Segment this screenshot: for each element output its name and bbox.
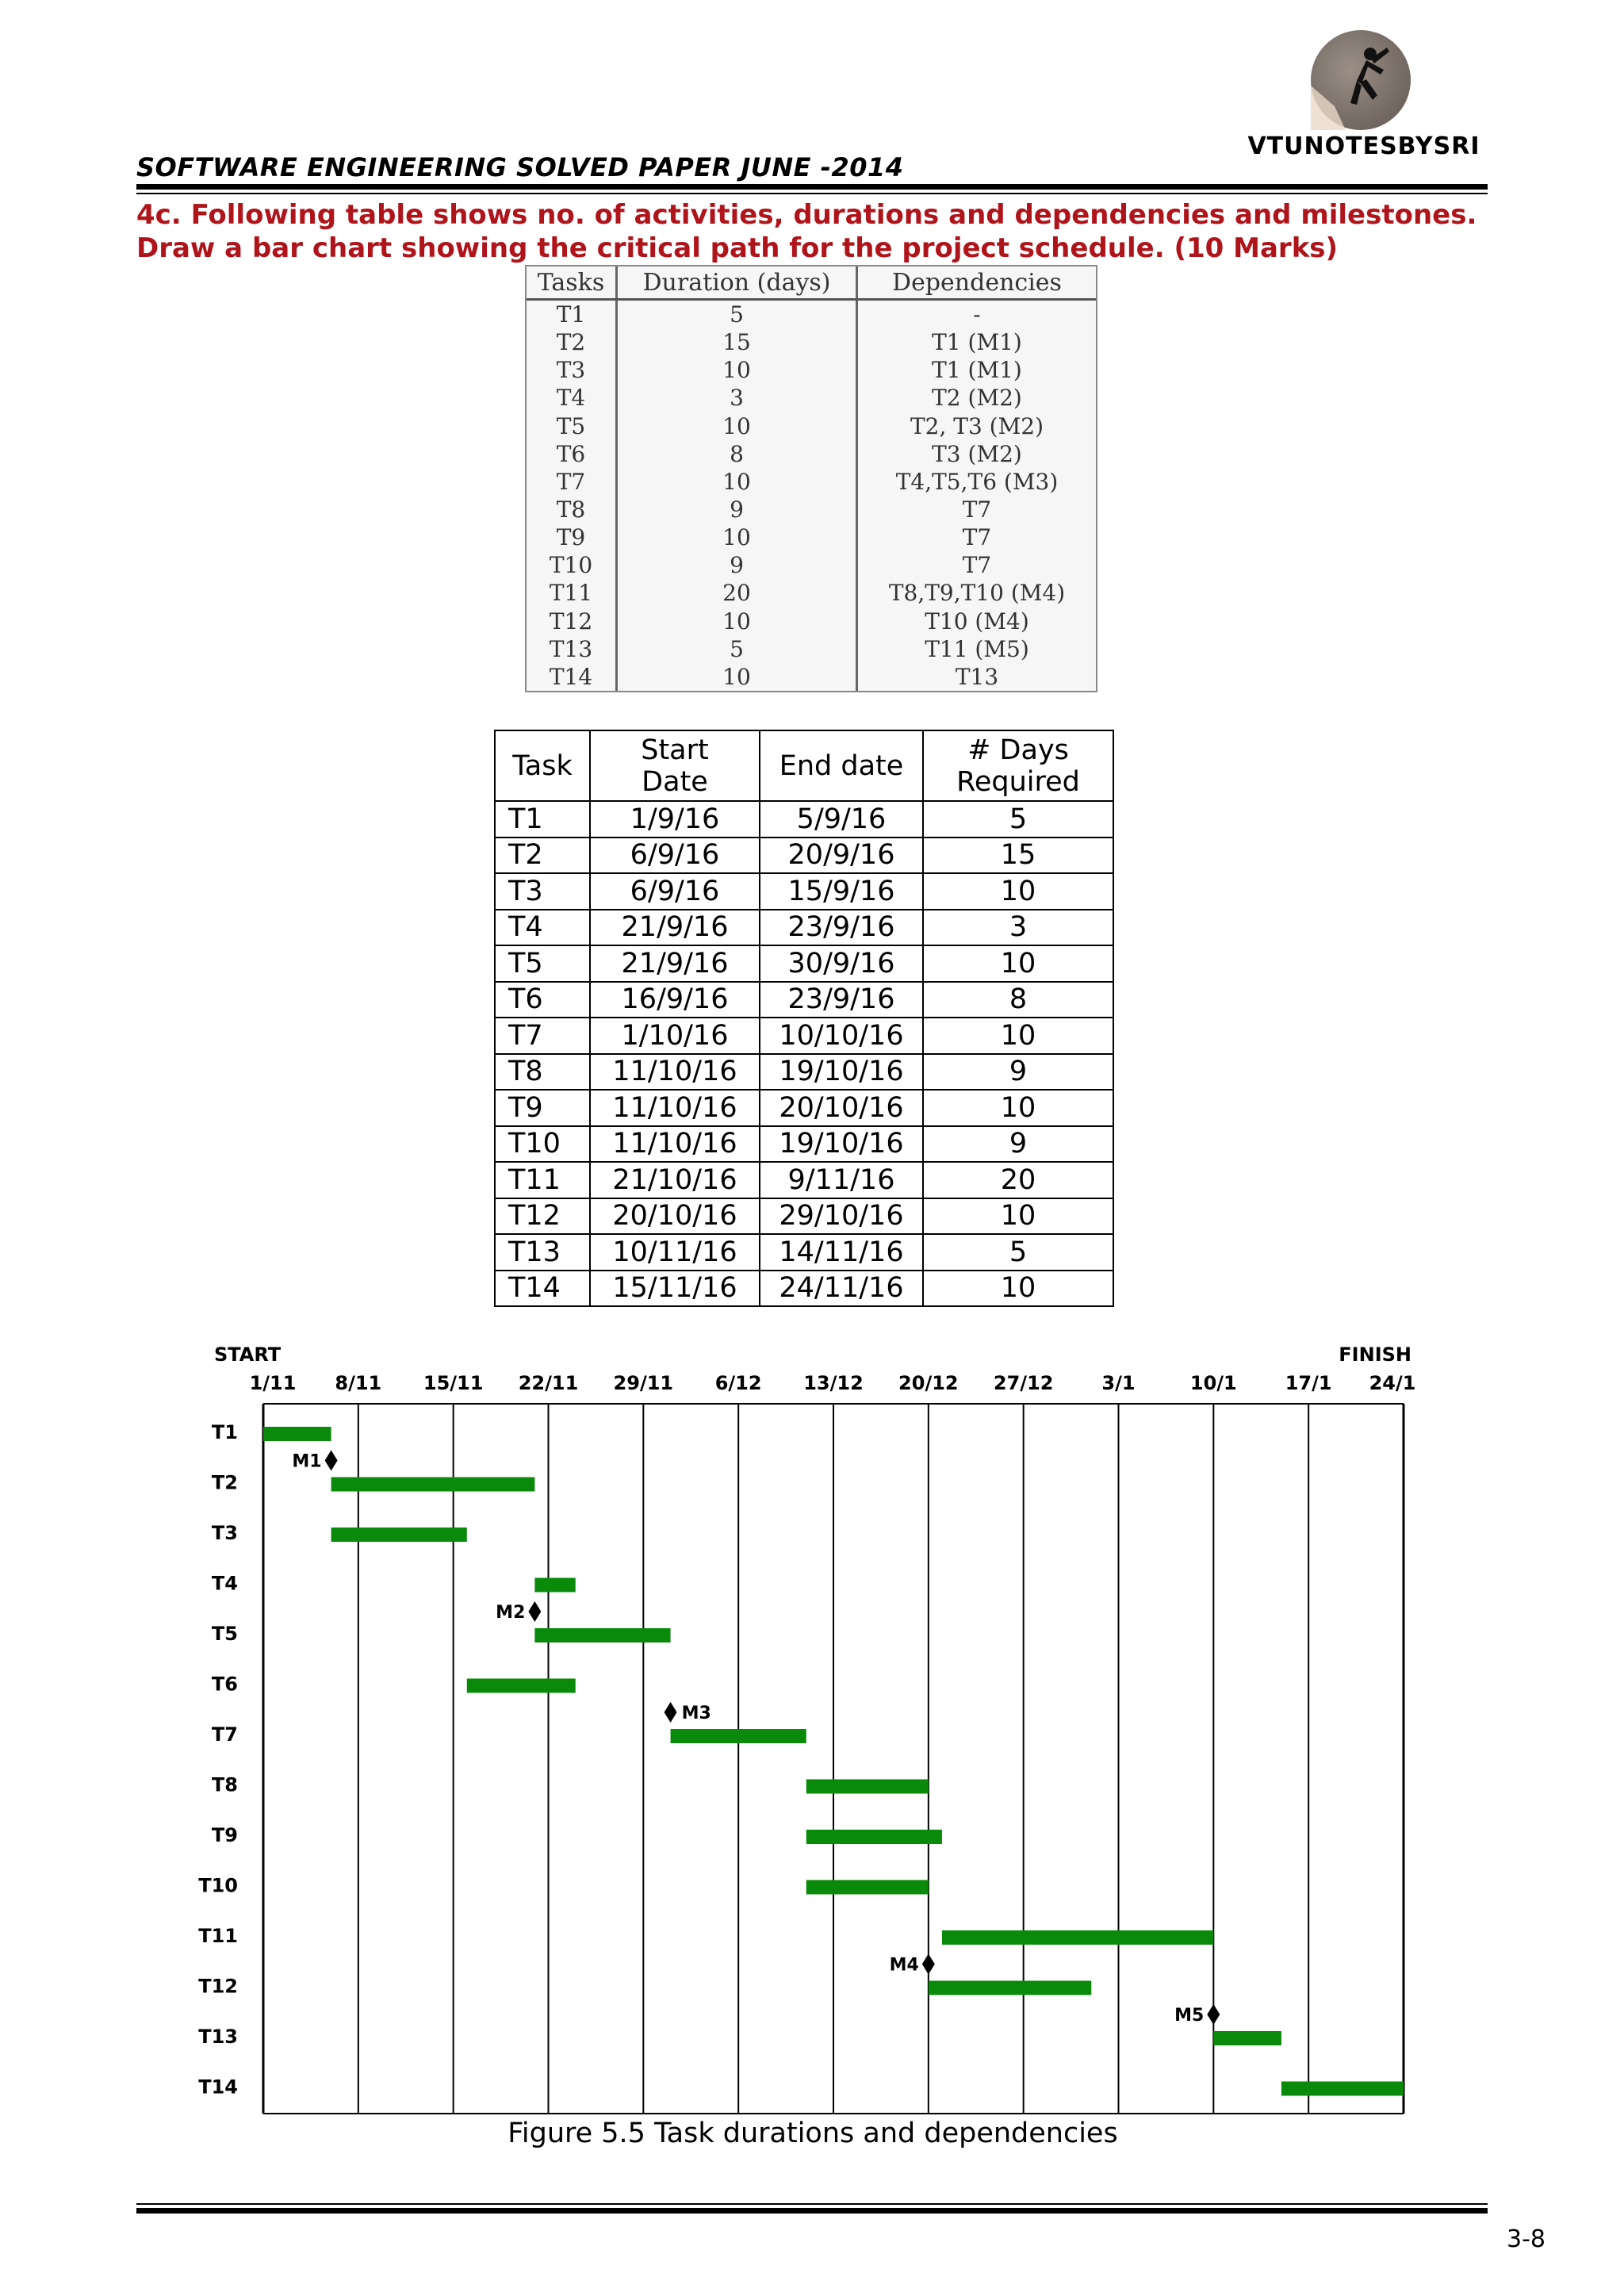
dependency-cell: T2 (M2): [932, 385, 1022, 412]
duration-cell: 3: [617, 384, 857, 412]
task-cell: T13: [527, 635, 617, 663]
task-cell: T7: [527, 468, 617, 496]
dependency-cell: T1 (M1): [932, 329, 1022, 356]
task-cell: T9: [495, 1090, 590, 1126]
duration-cell: 10: [617, 468, 857, 496]
question-line-1: 4c. Following table shows no. of activities, durations and dependencies and milestones.: [136, 199, 1477, 231]
days-cell: 3: [923, 910, 1113, 946]
task-cell: T8: [495, 1054, 590, 1091]
duration-cell: 9: [617, 496, 857, 523]
table-row: [527, 496, 1096, 523]
table-row: [527, 384, 1096, 412]
gantt-start-label: START: [214, 1343, 282, 1366]
table-row: [495, 910, 1113, 946]
question-text: [136, 198, 1500, 265]
days-cell: 10: [923, 945, 1113, 982]
gantt-task-label: T9: [211, 1824, 238, 1846]
dependency-cell: T13: [955, 663, 999, 690]
gantt-bar: [331, 1478, 535, 1492]
gantt-bar: [806, 1830, 942, 1844]
task-cell: T2: [495, 838, 590, 874]
task-cell: T10: [495, 1126, 590, 1163]
start-cell: 6/9/16: [590, 873, 760, 910]
task-cell: T7: [495, 1018, 590, 1054]
header-dependencies: Dependencies: [857, 266, 1097, 300]
dependency-cell: T1 (M1): [932, 357, 1022, 384]
gantt-task-label: T3: [211, 1522, 238, 1544]
header-days-required: [923, 730, 1113, 801]
task-cell: T8: [527, 496, 617, 523]
gantt-finish-label: FINISH: [1339, 1343, 1411, 1366]
task-cell: T12: [527, 608, 617, 635]
table-row: [495, 1234, 1113, 1271]
footer-divider: [136, 2208, 1488, 2214]
schedule-table: [494, 730, 1114, 1307]
climber-icon: [1311, 30, 1411, 130]
days-cell: 10: [923, 1198, 1113, 1235]
days-cell: 9: [923, 1126, 1113, 1163]
dependency-cell: T11 (M5): [925, 635, 1029, 662]
task-cell: T9: [527, 523, 617, 551]
table-row: [527, 608, 1096, 635]
schedule-table-header: [495, 730, 1113, 801]
days-cell: 10: [923, 1090, 1113, 1126]
end-cell: 29/10/16: [760, 1198, 923, 1235]
table-row: [495, 1018, 1113, 1054]
brand-name: VTUNOTESBYSRI: [1247, 132, 1480, 160]
gantt-bar: [534, 1578, 575, 1593]
gantt-bar: [534, 1628, 670, 1642]
page-number: 3-8: [1507, 2225, 1545, 2253]
start-cell: 11/10/16: [590, 1126, 760, 1163]
gantt-date-label: 8/11: [335, 1372, 382, 1394]
duration-cell: 10: [617, 356, 857, 384]
header-end-date: End date: [760, 730, 923, 801]
end-cell: 30/9/16: [760, 945, 923, 982]
table-row: [495, 1162, 1113, 1198]
gantt-date-label: 20/12: [898, 1372, 959, 1394]
days-cell: 5: [923, 1234, 1113, 1271]
duration-cell: 10: [617, 663, 857, 691]
gantt-task-label: T11: [198, 1925, 238, 1947]
gantt-bar: [263, 1427, 331, 1441]
duration-cell: 5: [617, 635, 857, 663]
gantt-task-label: T5: [211, 1623, 238, 1645]
header-divider-thin: [136, 193, 1488, 194]
start-cell: 11/10/16: [590, 1090, 760, 1126]
days-cell: 5: [923, 801, 1113, 838]
duration-cell: 10: [617, 412, 857, 440]
end-cell: 23/9/16: [760, 910, 923, 946]
task-cell: T5: [495, 945, 590, 982]
start-cell: 21/9/16: [590, 910, 760, 946]
task-cell: T6: [495, 982, 590, 1018]
gantt-bar: [671, 1729, 806, 1743]
gantt-date-label: 1/11: [249, 1372, 297, 1394]
milestone-diamond-icon: [665, 1702, 677, 1723]
task-cell: T11: [495, 1162, 590, 1198]
table-row: [495, 838, 1113, 874]
gantt-task-label: T4: [211, 1572, 238, 1595]
gantt-task-label: T14: [198, 2076, 238, 2099]
task-cell: T4: [527, 384, 617, 412]
end-cell: 19/10/16: [760, 1054, 923, 1091]
gantt-date-label: 3/1: [1101, 1372, 1136, 1394]
header-days-line-2: Required: [956, 765, 1080, 798]
dependency-cell: T2, T3 (M2): [910, 412, 1044, 439]
end-cell: 20/10/16: [760, 1090, 923, 1126]
task-cell: T3: [495, 873, 590, 910]
end-cell: 20/9/16: [760, 838, 923, 874]
gantt-chart: [198, 1332, 1435, 2118]
table-row: [527, 412, 1096, 440]
start-cell: 6/9/16: [590, 838, 760, 874]
table-row: [495, 1126, 1113, 1163]
duration-cell: 5: [617, 300, 857, 329]
header-duration: Duration (days): [617, 266, 857, 300]
table-row: [527, 579, 1096, 607]
task-cell: T11: [527, 579, 617, 607]
gantt-task-label: T1: [211, 1421, 238, 1443]
task-cell: T13: [495, 1234, 590, 1271]
task-cell: T14: [495, 1271, 590, 1307]
task-cell: T1: [495, 801, 590, 838]
start-cell: 21/9/16: [590, 945, 760, 982]
milestone-label: M1: [292, 1451, 322, 1472]
duration-cell: 15: [617, 328, 857, 356]
start-cell: 16/9/16: [590, 982, 760, 1018]
duration-cell: 10: [617, 608, 857, 635]
gantt-bar: [467, 1679, 576, 1693]
end-cell: 19/10/16: [760, 1126, 923, 1163]
milestone-diamond-icon: [325, 1451, 338, 1471]
days-cell: 15: [923, 838, 1113, 874]
table-row: [527, 300, 1096, 329]
header-start-date: [590, 730, 760, 801]
start-cell: 1/10/16: [590, 1018, 760, 1054]
table-row: [527, 440, 1096, 468]
duration-cell: 20: [617, 579, 857, 607]
milestone-label: M3: [681, 1704, 711, 1723]
header-start-line-2: Date: [642, 765, 708, 798]
milestone-label: M2: [496, 1603, 526, 1623]
gantt-bar: [929, 1981, 1091, 1995]
gantt-task-label: T13: [198, 2026, 238, 2048]
activity-table-header: [527, 266, 1096, 300]
question-line-2: Draw a bar chart showing the critical path for the project schedule. (10 Marks): [136, 232, 1339, 264]
table-row: [495, 1198, 1113, 1235]
task-cell: T12: [495, 1198, 590, 1235]
start-cell: 20/10/16: [590, 1198, 760, 1235]
table-row: [495, 1054, 1113, 1091]
milestone-label: M5: [1174, 2006, 1205, 2026]
dependency-cell: T4,T5,T6 (M3): [895, 468, 1059, 495]
gantt-date-label: 24/1: [1369, 1372, 1416, 1394]
start-cell: 21/10/16: [590, 1162, 760, 1198]
gantt-date-label: 29/11: [613, 1372, 674, 1394]
dependency-cell: T3 (M2): [932, 440, 1022, 467]
gantt-date-label: 22/11: [518, 1372, 579, 1394]
table-row: [495, 1090, 1113, 1126]
duration-cell: 8: [617, 440, 857, 468]
days-cell: 9: [923, 1054, 1113, 1091]
gantt-bar: [806, 1780, 929, 1794]
task-cell: T14: [527, 663, 617, 691]
table-row: [527, 551, 1096, 579]
table-row: [527, 663, 1096, 691]
task-cell: T2: [527, 328, 617, 356]
footer-divider-thin: [136, 2203, 1488, 2205]
gantt-date-label: 27/12: [993, 1372, 1054, 1394]
gantt-bar: [1213, 2031, 1281, 2045]
end-cell: 14/11/16: [760, 1234, 923, 1271]
gantt-bar: [331, 1527, 467, 1542]
gantt-bar: [806, 1880, 929, 1895]
header-days-line-1: # Days: [967, 734, 1069, 766]
days-cell: 10: [923, 873, 1113, 910]
days-cell: 8: [923, 982, 1113, 1018]
gantt-bar: [1281, 2082, 1404, 2096]
dependency-cell: T8,T9,T10 (M4): [888, 580, 1066, 607]
table-row: [495, 945, 1113, 982]
dependency-cell: T10 (M4): [925, 608, 1029, 634]
gantt-date-label: 10/1: [1189, 1372, 1237, 1394]
gantt-task-label: T6: [211, 1673, 238, 1696]
figure-caption: Figure 5.5 Task durations and dependencies: [508, 2118, 1118, 2149]
table-row: [495, 982, 1113, 1018]
gantt-date-label: 6/12: [714, 1372, 762, 1394]
dependency-cell: T7: [962, 552, 992, 579]
end-cell: 24/11/16: [760, 1271, 923, 1307]
gantt-task-label: T8: [211, 1773, 238, 1796]
gantt-bar: [942, 1930, 1213, 1945]
end-cell: 15/9/16: [760, 873, 923, 910]
task-cell: T3: [527, 356, 617, 384]
days-cell: 20: [923, 1162, 1113, 1198]
table-row: [495, 1271, 1113, 1307]
task-cell: T10: [527, 551, 617, 579]
table-row: [527, 328, 1096, 356]
table-row: [527, 523, 1096, 551]
table-row: [527, 356, 1096, 384]
gantt-date-label: 13/12: [803, 1372, 864, 1394]
header-divider: [136, 184, 1488, 190]
task-cell: T5: [527, 412, 617, 440]
start-cell: 11/10/16: [590, 1054, 760, 1091]
duration-cell: 9: [617, 551, 857, 579]
gantt-task-label: T7: [211, 1723, 238, 1746]
start-cell: 15/11/16: [590, 1271, 760, 1307]
end-cell: 10/10/16: [760, 1018, 923, 1054]
task-cell: T6: [527, 440, 617, 468]
gantt-task-label: T2: [211, 1471, 238, 1494]
dependency-cell: -: [973, 301, 981, 328]
table-row: [527, 468, 1096, 496]
days-cell: 10: [923, 1018, 1113, 1054]
end-cell: 9/11/16: [760, 1162, 923, 1198]
gantt-task-label: T10: [198, 1874, 238, 1897]
gantt-task-label: T12: [198, 1975, 238, 1998]
end-cell: 23/9/16: [760, 982, 923, 1018]
milestone-diamond-icon: [922, 1954, 935, 1975]
logo: [1311, 30, 1411, 130]
header-task: Task: [495, 730, 590, 801]
table-row: [527, 635, 1096, 663]
end-cell: 5/9/16: [760, 801, 923, 838]
milestone-label: M4: [889, 1955, 919, 1976]
start-cell: 10/11/16: [590, 1234, 760, 1271]
task-cell: T4: [495, 910, 590, 946]
days-cell: 10: [923, 1271, 1113, 1307]
duration-cell: 10: [617, 523, 857, 551]
gantt-date-label: 15/11: [423, 1372, 484, 1394]
dependency-cell: T7: [962, 496, 992, 523]
start-cell: 1/9/16: [590, 801, 760, 838]
task-cell: T1: [527, 300, 617, 329]
header-tasks: Tasks: [527, 266, 617, 300]
milestone-diamond-icon: [1207, 2004, 1220, 2025]
dependency-cell: T7: [962, 524, 992, 551]
milestone-diamond-icon: [528, 1601, 541, 1622]
table-row: [495, 801, 1113, 838]
gantt-date-label: 17/1: [1285, 1372, 1332, 1394]
table-row: [495, 873, 1113, 910]
header-start-line-1: Start: [641, 734, 709, 766]
paper-title: SOFTWARE ENGINEERING SOLVED PAPER JUNE -2014: [136, 152, 904, 182]
activity-table: [525, 265, 1097, 692]
